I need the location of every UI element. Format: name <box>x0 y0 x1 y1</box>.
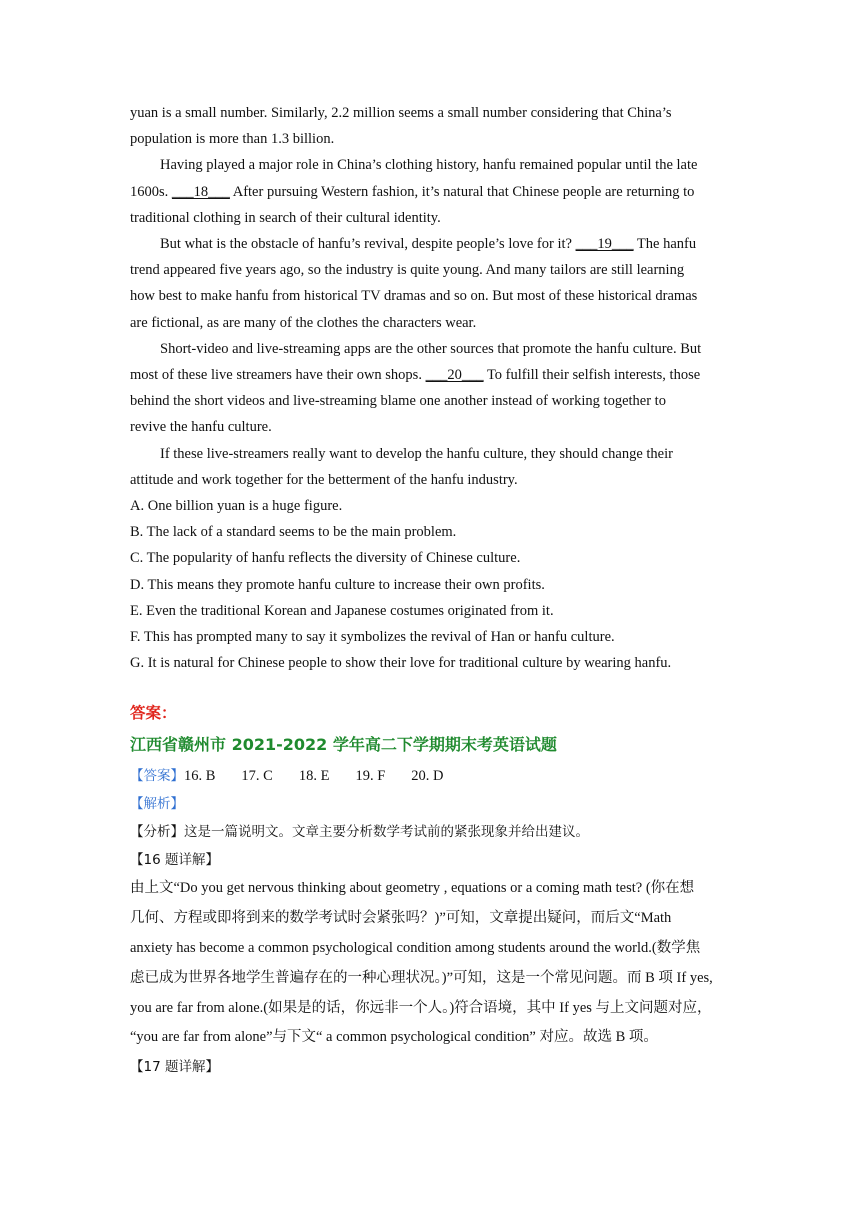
explanation-line: 由上文“Do you get nervous thinking about geometry , equations or a coming math test? (你在想 <box>130 880 695 897</box>
q16-tag: 【16 题详解】 <box>130 852 219 869</box>
analysis-tag: 【解析】 <box>130 796 184 813</box>
passage-text: To fulfill their selfish interests, those <box>483 367 701 384</box>
passage-line <box>130 179 730 205</box>
answer-key-line <box>130 762 730 790</box>
answer-item: 17. C <box>241 768 273 785</box>
explanation-line: you are far from alone.(如果是的话，你远非一个人。)符合语境，其中 If yes 与上文问题对应， <box>130 999 712 1016</box>
passage-line: population is more than 1.3 billion. <box>130 131 335 148</box>
passage-text: But what is the obstacle of hanfu’s revival, despite people’s love for it? <box>160 236 576 253</box>
passage-line: revive the hanfu culture. <box>130 419 272 436</box>
answer-heading: 答案： <box>130 704 177 723</box>
q17-tag: 【17 题详解】 <box>130 1059 219 1076</box>
passage-line: trend appeared five years ago, so the industry is quite young. And many tailors are still learning <box>130 262 685 279</box>
passage-line: traditional clothing in search of their cultural identity. <box>130 209 441 226</box>
explanation-line: “you are far from alone”与下文“ a common psychological condition” 对应。故选 B 项。 <box>130 1029 658 1046</box>
explanation-line: 几何、方程或即将到来的数学考试时会紧张吗？)”可知，文章提出疑问，而后文“Math <box>130 910 672 927</box>
blank-20: ___20___ <box>425 367 484 384</box>
option-g: G. It is natural for Chinese people to show their love for traditional culture by wearing hanfu. <box>130 655 672 672</box>
passage-line: Having played a major role in China’s clothing history, hanfu remained popular until the late <box>160 157 698 174</box>
fenxi-tag: 【分析】 <box>130 824 184 841</box>
passage-line: are fictional, as are many of the clothes the characters wear. <box>130 314 477 331</box>
option-d: D. This means they promote hanfu culture to increase their own profits. <box>130 576 545 593</box>
answer-item: 20. D <box>411 768 444 785</box>
passage-line: Short-video and live-streaming apps are the other sources that promote the hanfu culture. But <box>160 340 702 357</box>
passage-line <box>130 362 730 388</box>
answer-tag: 【答案】 <box>130 768 184 785</box>
explanation-line: anxiety has become a common psychological condition among students around the world.(数学焦 <box>130 940 701 957</box>
option-f: F. This has prompted many to say it symbolizes the revival of Han or hanfu culture. <box>130 629 615 646</box>
passage-line: yuan is a small number. Similarly, 2.2 million seems a small number considering that China’s <box>130 105 672 121</box>
option-e: E. Even the traditional Korean and Japanese costumes originated from it. <box>130 602 554 619</box>
passage-line: If these live-streamers really want to develop the hanfu culture, they should change their <box>160 445 673 462</box>
passage-text: The hanfu <box>633 236 697 253</box>
document-content <box>130 100 730 1081</box>
passage-line: behind the short videos and live-streaming blame one another instead of working together to <box>130 393 666 410</box>
explanation-line: 虑已成为世界各地学生普遍存在的一种心理状况。)”可知，这是一个常见问题。而 B 项 If yes, <box>130 969 713 986</box>
blank-19: ___19___ <box>575 236 634 253</box>
answer-item: 16. B <box>184 768 216 785</box>
answer-item: 19. F <box>355 768 386 785</box>
source-title: 江西省赣州市 2021-2022 学年高二下学期期末考英语试题 <box>130 735 557 755</box>
passage-line <box>130 231 730 257</box>
passage-line: how best to make hanfu from historical TV dramas and so on. But most of these historical dramas <box>130 288 698 305</box>
blank-18: ___18___ <box>171 183 230 200</box>
answer-item: 18. E <box>298 768 330 785</box>
passage-text: 1600s. <box>130 183 172 200</box>
options-list <box>130 493 730 676</box>
fenxi-text: 这是一篇说明文。文章主要分析数学考试前的紧张现象并给出建议。 <box>184 824 589 841</box>
passage-text: After pursuing Western fashion, it’s natural that Chinese people are returning to <box>229 183 695 200</box>
passage-line: attitude and work together for the betterment of the hanfu industry. <box>130 471 518 488</box>
passage-text: most of these live streamers have their own shops. <box>130 367 426 384</box>
option-b: B. The lack of a standard seems to be the main problem. <box>130 524 457 541</box>
q16-explanation <box>130 874 730 1053</box>
option-a: A. One billion yuan is a huge figure. <box>130 498 343 515</box>
option-c: C. The popularity of hanfu reflects the diversity of Chinese culture. <box>130 550 521 567</box>
fenxi-line <box>130 818 730 846</box>
